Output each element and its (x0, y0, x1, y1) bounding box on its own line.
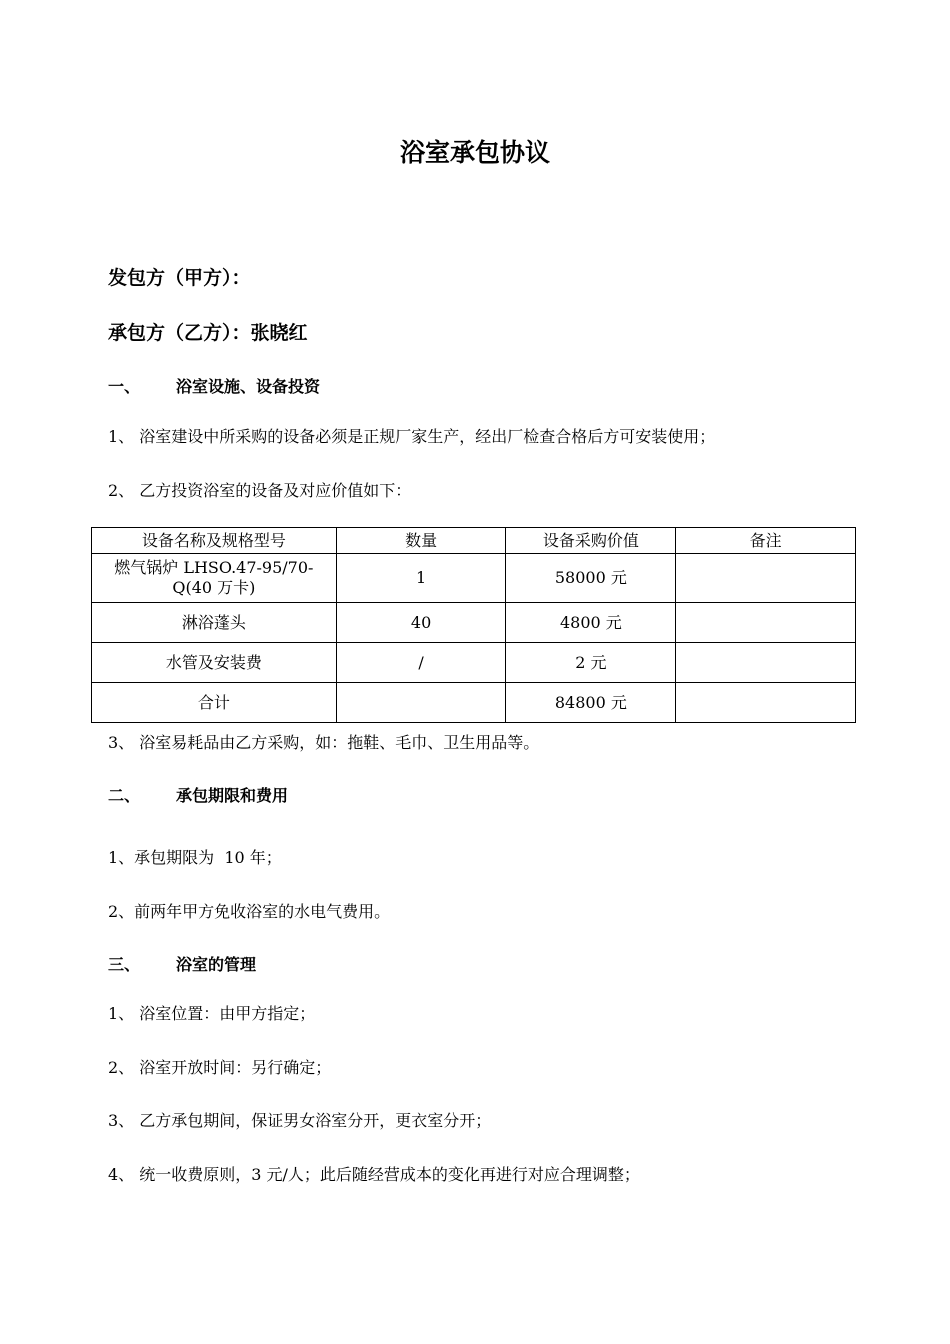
table-header-row (92, 528, 856, 554)
section-title: 浴室的管理 (176, 955, 257, 974)
section-1-item-2: 2、 乙方投资浴室的设备及对应价值如下： (108, 481, 412, 500)
party-a-line: 发包方（甲方）： (108, 267, 251, 289)
document-title: 浴室承包协议 (399, 138, 550, 167)
table-cell: 1 (336, 554, 506, 603)
section-3-heading (108, 952, 256, 975)
section-1-item-3: 3、 浴室易耗品由乙方采购，如：拖鞋、毛巾、卫生用品等。 (108, 733, 540, 752)
section-3-item-2: 2、 浴室开放时间：另行确定； (108, 1058, 332, 1077)
table-cell: 4800 元 (506, 603, 676, 643)
section-number: 一、 (108, 377, 141, 396)
section-title: 承包期限和费用 (176, 786, 289, 805)
section-2-heading (108, 783, 288, 806)
column-header: 备注 (676, 528, 856, 554)
table-row (92, 643, 856, 683)
section-3-item-3: 3、 乙方承包期间，保证男女浴室分开，更衣室分开； (108, 1111, 492, 1130)
section-1-heading (108, 374, 320, 397)
table-cell: 58000 元 (506, 554, 676, 603)
section-3-item-4: 4、 统一收费原则，3 元/人；此后随经营成本的变化再进行对应合理调整； (108, 1165, 640, 1184)
section-number: 二、 (108, 786, 141, 805)
table-cell: 合计 (92, 683, 337, 723)
table-cell (676, 683, 856, 723)
table-row (92, 603, 856, 643)
table-cell: 2 元 (506, 643, 676, 683)
section-title: 浴室设施、设备投资 (176, 377, 321, 396)
section-3-item-1: 1、 浴室位置：由甲方指定； (108, 1004, 316, 1023)
column-header: 设备采购价值 (506, 528, 676, 554)
table-cell: 84800 元 (506, 683, 676, 723)
column-header: 数量 (336, 528, 506, 554)
table-cell: 燃气锅炉 LHSO.47-95/70-Q(40 万卡) (92, 554, 337, 603)
equipment-table (91, 527, 856, 723)
section-2-item-1: 1、承包期限为 10 年； (108, 848, 282, 867)
table-cell: 水管及安装费 (92, 643, 337, 683)
table-cell (336, 683, 506, 723)
table-row (92, 554, 856, 603)
column-header: 设备名称及规格型号 (92, 528, 337, 554)
table-cell: 淋浴蓬头 (92, 603, 337, 643)
section-2-item-2: 2、前两年甲方免收浴室的水电气费用。 (108, 902, 391, 921)
table-cell (676, 554, 856, 603)
table-cell: / (336, 643, 506, 683)
party-b-line: 承包方（乙方）：张晓红 (108, 322, 308, 344)
table-cell (676, 643, 856, 683)
table-total-row (92, 683, 856, 723)
table-cell: 40 (336, 603, 506, 643)
section-number: 三、 (108, 955, 141, 974)
table-cell (676, 603, 856, 643)
section-1-item-1: 1、 浴室建设中所采购的设备必须是正规厂家生产，经出厂检查合格后方可安装使用； (108, 427, 716, 446)
